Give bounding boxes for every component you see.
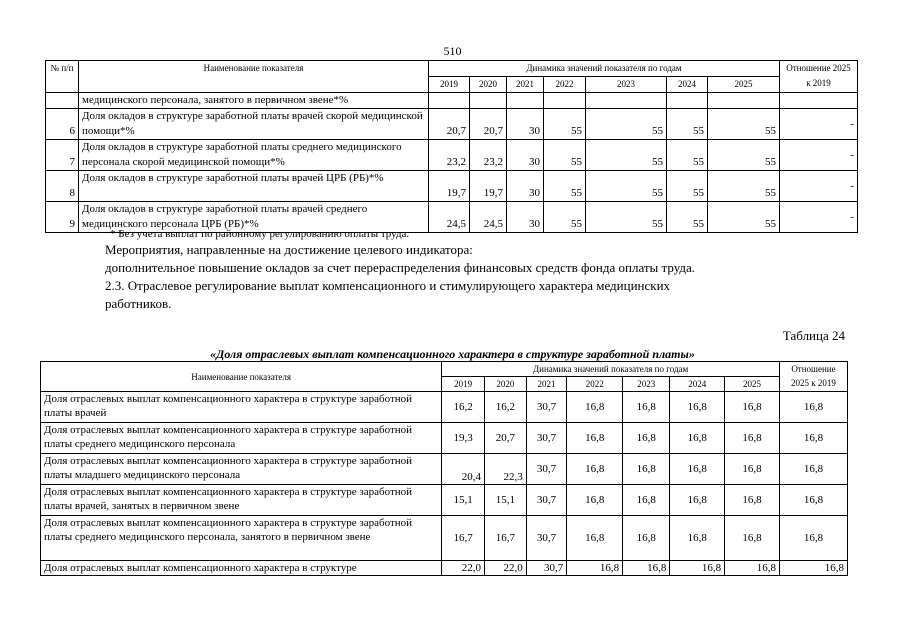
row-value: 55 <box>586 109 667 140</box>
row-value: 30,7 <box>526 454 567 485</box>
row-value: 16,8 <box>725 392 780 423</box>
row-value: 20,7 <box>429 109 470 140</box>
row-value: 55 <box>667 171 708 202</box>
row-name: Доля окладов в структуре заработной платы врачей скорой медицинской помощи*% <box>79 109 429 140</box>
row-value: 16,8 <box>725 454 780 485</box>
row-ratio: 16,8 <box>779 423 847 454</box>
header-year: 2020 <box>470 77 507 93</box>
row-value: 16,8 <box>623 485 670 516</box>
table-title: «Доля отраслевых выплат компенсационного характера в структуре заработной платы» <box>210 347 695 361</box>
header-indicator-name: Наименование показателя <box>41 362 442 392</box>
row-value: 30,7 <box>526 392 567 423</box>
paragraph: работников. <box>105 296 172 311</box>
row-name: Доля отраслевых выплат компенсационного характера в структуре заработной платы врачей, занятых в первичном звене <box>41 485 442 516</box>
row-number: 9 <box>46 202 79 233</box>
page-number: 510 <box>443 44 462 58</box>
row-name: Доля отраслевых выплат компенсационного характера в структуре заработной платы младшего медицинского персонала <box>41 454 442 485</box>
row-value: 19,7 <box>429 171 470 202</box>
row-value: 16,7 <box>485 516 527 561</box>
table-row <box>46 171 858 202</box>
row-value: 55 <box>586 202 667 233</box>
row-value: 16,2 <box>442 392 485 423</box>
row-value: 24,5 <box>470 202 507 233</box>
row-value: 55 <box>586 140 667 171</box>
row-number: 6 <box>46 109 79 140</box>
header-year: 2023 <box>623 377 670 392</box>
row-value: 30,7 <box>526 485 567 516</box>
row-value: 30 <box>507 171 544 202</box>
header-indicator-name: Наименование показателя <box>79 61 429 93</box>
row-value: 16,2 <box>485 392 527 423</box>
header-year: 2021 <box>526 377 567 392</box>
row-value: 55 <box>667 109 708 140</box>
table-row <box>41 561 848 576</box>
header-year: 2021 <box>507 77 544 93</box>
row-value: 22,3 <box>485 454 527 485</box>
row-name: Доля окладов в структуре заработной платы среднего медицинского персонала скорой медицинской помощи*% <box>79 140 429 171</box>
row-ratio: 16,8 <box>779 392 847 423</box>
header-year: 2022 <box>567 377 623 392</box>
header-year: 2023 <box>586 77 667 93</box>
row-name: медицинского персонала, занятого в первичном звене*% <box>79 93 429 109</box>
row-value: 16,8 <box>623 423 670 454</box>
table-row <box>41 485 848 516</box>
table-row <box>41 423 848 454</box>
row-value: 15,1 <box>442 485 485 516</box>
row-number: 7 <box>46 140 79 171</box>
row-value: 30 <box>507 202 544 233</box>
row-ratio: - <box>780 140 858 171</box>
row-value: 16,8 <box>670 516 725 561</box>
row-name: Доля отраслевых выплат компенсационного характера в структуре заработной платы среднего медицинского персонала <box>41 423 442 454</box>
row-ratio: - <box>780 171 858 202</box>
header-ratio: Отношение 2025 к 2019 <box>780 61 858 93</box>
table-row <box>41 392 848 423</box>
row-value: 16,8 <box>623 516 670 561</box>
header-year: 2019 <box>429 77 470 93</box>
table-caption: Таблица 24 <box>782 328 845 343</box>
row-name: Доля отраслевых выплат компенсационного характера в структуре заработной платы среднего медицинского персонала, занятого в первичном звене <box>41 516 442 561</box>
row-value: 19,7 <box>470 171 507 202</box>
row-value: 16,8 <box>725 516 780 561</box>
table-row-continuation <box>46 93 858 109</box>
row-name: Доля отраслевых выплат компенсационного характера в структуре <box>41 561 442 576</box>
row-value: 16,8 <box>567 561 623 576</box>
row-value: 55 <box>586 171 667 202</box>
row-value: 24,5 <box>429 202 470 233</box>
row-value: 55 <box>667 140 708 171</box>
row-value: 16,8 <box>623 454 670 485</box>
row-value: 15,1 <box>485 485 527 516</box>
row-value: 16,8 <box>567 454 623 485</box>
row-value: 19,3 <box>442 423 485 454</box>
row-ratio: 16,8 <box>779 561 847 576</box>
row-name: Доля отраслевых выплат компенсационного характера в структуре заработной платы врачей <box>41 392 442 423</box>
row-value: 55 <box>708 109 780 140</box>
row-number: 8 <box>46 171 79 202</box>
row-value: 30 <box>507 140 544 171</box>
row-value: 16,8 <box>567 392 623 423</box>
row-value: 30,7 <box>526 516 567 561</box>
row-name: Доля окладов в структуре заработной платы врачей среднего медицинского персонала ЦРБ (РБ)*% <box>79 202 429 233</box>
paragraph: 2.3. Отраслевое регулирование выплат компенсационного и стимулирующего характера медицинских <box>105 278 671 293</box>
footnote: * Без учета выплат по районному регулированию оплаты труда. <box>110 228 410 240</box>
indicator-table-oklady <box>45 60 858 233</box>
row-value: 16,7 <box>442 516 485 561</box>
row-value: 55 <box>544 171 586 202</box>
table-row <box>41 454 848 485</box>
row-ratio: 16,8 <box>779 485 847 516</box>
row-value: 16,8 <box>725 423 780 454</box>
row-value: 16,8 <box>670 561 725 576</box>
header-year: 2025 <box>708 77 780 93</box>
row-value: 16,8 <box>623 561 670 576</box>
row-value: 55 <box>708 140 780 171</box>
row-value: 30 <box>507 109 544 140</box>
row-value: 20,7 <box>485 423 527 454</box>
header-year: 2019 <box>442 377 485 392</box>
table-row <box>41 516 848 561</box>
header-ratio: Отношение 2025 к 2019 <box>779 362 847 392</box>
header-dynamics: Динамика значений показателя по годам <box>429 61 780 77</box>
table-row <box>46 109 858 140</box>
row-value: 16,8 <box>567 485 623 516</box>
header-year: 2025 <box>725 377 780 392</box>
header-year: 2020 <box>485 377 527 392</box>
row-value: 16,8 <box>725 485 780 516</box>
header-year: 2022 <box>544 77 586 93</box>
row-value: 20,4 <box>442 454 485 485</box>
paragraph: Мероприятия, направленные на достижение целевого индикатора: <box>105 242 473 257</box>
row-value: 16,8 <box>623 392 670 423</box>
row-value: 55 <box>708 202 780 233</box>
row-ratio: - <box>780 202 858 233</box>
header-year: 2024 <box>667 77 708 93</box>
row-value: 30,7 <box>526 423 567 454</box>
row-value: 16,8 <box>567 423 623 454</box>
row-value: 55 <box>544 109 586 140</box>
row-name: Доля окладов в структуре заработной платы врачей ЦРБ (РБ)*% <box>79 171 429 202</box>
row-value: 16,8 <box>670 485 725 516</box>
row-value: 55 <box>667 202 708 233</box>
row-value: 16,8 <box>670 423 725 454</box>
row-value: 30,7 <box>526 561 567 576</box>
row-value: 23,2 <box>470 140 507 171</box>
row-value: 16,8 <box>567 516 623 561</box>
row-value: 55 <box>708 171 780 202</box>
indicator-table-compensation <box>40 361 848 576</box>
header-year: 2024 <box>670 377 725 392</box>
row-value: 55 <box>544 140 586 171</box>
row-ratio: 16,8 <box>779 516 847 561</box>
header-row-number: № п/п <box>46 61 79 93</box>
table-row <box>46 140 858 171</box>
row-value: 22,0 <box>442 561 485 576</box>
paragraph: дополнительное повышение окладов за счет перераспределения финансовых средств фонда оплаты труда. <box>105 260 696 275</box>
row-ratio: - <box>780 109 858 140</box>
row-value: 55 <box>544 202 586 233</box>
row-ratio: 16,8 <box>779 454 847 485</box>
row-value: 16,8 <box>670 392 725 423</box>
row-value: 22,0 <box>485 561 527 576</box>
row-value: 23,2 <box>429 140 470 171</box>
row-value: 20,7 <box>470 109 507 140</box>
header-dynamics: Динамика значений показателя по годам <box>442 362 780 377</box>
row-value: 16,8 <box>725 561 780 576</box>
row-value: 16,8 <box>670 454 725 485</box>
